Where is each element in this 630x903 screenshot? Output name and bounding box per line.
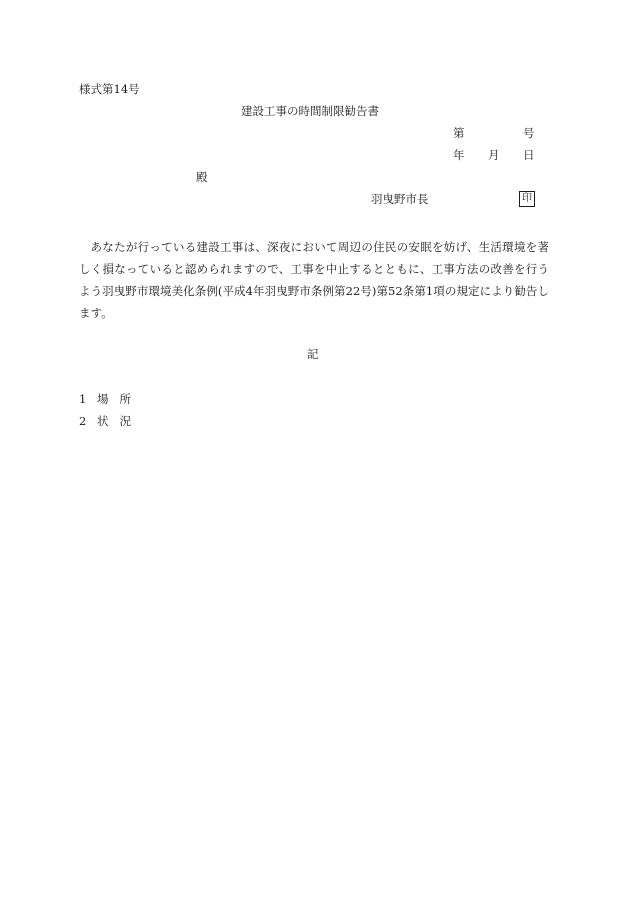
date-day-label: 日 — [523, 148, 535, 162]
date-year-label: 年 — [453, 148, 465, 162]
list-item — [79, 416, 142, 428]
number-suffix: 号 — [523, 126, 535, 140]
addressee-suffix: 殿 — [196, 170, 208, 184]
issuer-name: 羽曳野市長 — [371, 192, 429, 206]
ki-heading: 記 — [307, 347, 319, 361]
form-number: 様式第14号 — [79, 82, 140, 96]
item-number: 2 — [79, 414, 87, 428]
document-title: 建設工事の時間制限勧告書 — [241, 104, 379, 118]
item-label: 場所 — [97, 392, 142, 406]
item-number: 1 — [79, 392, 87, 406]
item-label: 状況 — [97, 414, 142, 428]
date-month-label: 月 — [488, 148, 500, 162]
number-prefix: 第 — [453, 126, 465, 140]
list-item — [79, 394, 142, 406]
seal-mark: 印 — [519, 191, 535, 207]
body-paragraph: あなたが行っている建設工事は、深夜において周辺の住民の安眠を妨げ、生活環境を著しく損なっていると認められますので、工事を中止するとともに、工事方法の改善を行うよう羽曳野市環境美化条例(平成4年羽曳野市条例第22号)第52条第1項の規定により勧告します。 — [79, 240, 549, 320]
